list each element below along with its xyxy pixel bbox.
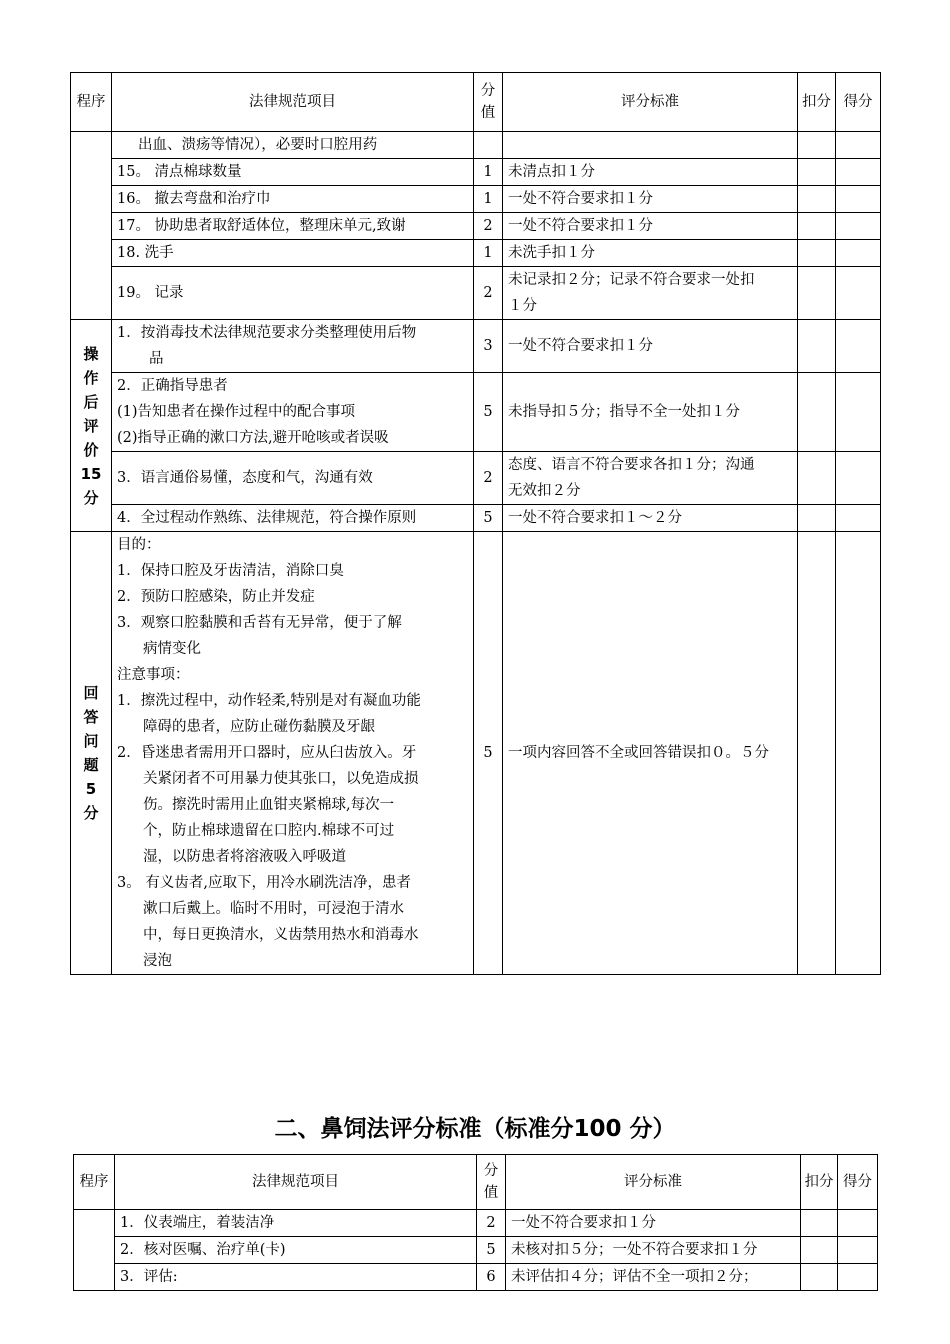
criteria-cell: 一处不符合要求扣１分 [506,1210,801,1237]
score-cell: 5 [474,532,503,975]
deduct-cell[interactable] [801,1210,838,1237]
answer-content-cell: 目的： 1．保持口腔及牙齿清洁，消除口臭 2．预防口腔感染，防止并发症 3．观察口腔黏膜和舌苔有无异常，便于了解 病情变化 注意事项： 1．擦洗过程中，动作轻柔,特别是对有凝血功能 障碍的患者，应防止碰伤黏膜及牙龈 2．昏迷患者需用开口器时，应从臼齿放入。牙 关紧闭者不可用暴力使其张口，以免造成损 伤。擦洗时需用止血钳夹紧棉球,每次一 个，防止棉球遗留在口腔内.棉球不可过 湿，以防患者将溶液吸入呼吸道 3。 有义齿者,应取下，用冷水刷洗洁净，患者 漱口后戴上。临时不用时，可浸泡于清水 中，每日更换清水，义齿禁用热水和消毒水 浸泡 [112,532,474,975]
section-label-answer: 回 答 问 题 5 分 [71,532,112,975]
header-item: 法律规范项目 [112,73,474,132]
table-row [71,532,881,975]
header-score: 分值 [477,1155,506,1210]
deduct-cell[interactable] [798,505,836,532]
header-deduct: 扣分 [801,1155,838,1210]
got-cell[interactable] [836,505,881,532]
got-cell[interactable] [836,159,881,186]
score-cell: 2 [474,213,503,240]
header-step: 程序 [71,73,112,132]
criteria-cell: 一项内容回答不全或回答错误扣０。５分 [503,532,798,975]
section-label-post-eval: 操 作 后 评 价 15 分 [71,320,112,532]
got-cell[interactable] [836,452,881,505]
got-cell[interactable] [836,213,881,240]
header-criteria: 评分标准 [506,1155,801,1210]
deduct-cell[interactable] [798,532,836,975]
deduct-cell[interactable] [801,1237,838,1264]
got-cell[interactable] [836,373,881,452]
table-row [74,1210,878,1237]
header-item: 法律规范项目 [115,1155,477,1210]
item-cell: 1．仪表端庄，着装洁净 [115,1210,477,1237]
score-cell: 5 [474,373,503,452]
table-row [71,132,881,159]
score-cell: 2 [474,452,503,505]
criteria-cell: 一处不符合要求扣１分 [503,186,798,213]
table-row [71,320,881,373]
item-cell: 3．语言通俗易懂，态度和气，沟通有效 [112,452,474,505]
deduct-cell[interactable] [798,159,836,186]
got-cell[interactable] [838,1210,878,1237]
score-cell: 6 [477,1264,506,1291]
got-cell[interactable] [836,132,881,159]
item-cell: 出血、溃疡等情况），必要时口腔用药 [112,132,474,159]
header-criteria: 评分标准 [503,73,798,132]
section-cell-empty [74,1210,115,1291]
table-row [71,159,881,186]
item-cell: 18. 洗手 [112,240,474,267]
deduct-cell[interactable] [798,320,836,373]
criteria-cell: 未核对扣５分；一处不符合要求扣１分 [506,1237,801,1264]
table-row [71,213,881,240]
table-row [74,1264,878,1291]
deduct-cell[interactable] [801,1264,838,1291]
score-cell: 1 [474,240,503,267]
criteria-cell: 态度、语言不符合要求各扣１分；沟通 无效扣２分 [503,452,798,505]
table-row [71,240,881,267]
deduct-cell[interactable] [798,132,836,159]
table-row [71,267,881,320]
score-cell: 3 [474,320,503,373]
criteria-cell: 未评估扣４分；评估不全一项扣２分； [506,1264,801,1291]
item-cell: 2．正确指导患者 (1)告知患者在操作过程中的配合事项 (2)指导正确的漱口方法,避开呛咳或者误吸 [112,373,474,452]
deduct-cell[interactable] [798,213,836,240]
item-cell: 3．评估: [115,1264,477,1291]
criteria-cell: 一处不符合要求扣１分 [503,320,798,373]
item-cell: 1．按消毒技术法律规范要求分类整理使用后物 品 [112,320,474,373]
table-row [71,452,881,505]
table-row [71,373,881,452]
item-cell: 2．核对医嘱、治疗单(卡) [115,1237,477,1264]
criteria-cell: 一处不符合要求扣１分 [503,213,798,240]
header-step: 程序 [74,1155,115,1210]
scoring-table-oral-care [70,72,881,975]
item-cell: 16。 撤去弯盘和治疗巾 [112,186,474,213]
section-cell-empty [71,132,112,320]
criteria-cell: 一处不符合要求扣１～２分 [503,505,798,532]
header-score: 分值 [474,73,503,132]
deduct-cell[interactable] [798,267,836,320]
score-cell: 1 [474,159,503,186]
header-got: 得分 [836,73,881,132]
score-cell: 5 [474,505,503,532]
score-cell: 5 [477,1237,506,1264]
item-cell: 19。 记录 [112,267,474,320]
criteria-cell: 未指导扣５分；指导不全一处扣１分 [503,373,798,452]
got-cell[interactable] [836,320,881,373]
criteria-cell: 未记录扣２分；记录不符合要求一处扣 １分 [503,267,798,320]
item-cell: 4．全过程动作熟练、法律规范，符合操作原则 [112,505,474,532]
deduct-cell[interactable] [798,373,836,452]
deduct-cell[interactable] [798,240,836,267]
deduct-cell[interactable] [798,452,836,505]
header-deduct: 扣分 [798,73,836,132]
criteria-cell: 未清点扣１分 [503,159,798,186]
scoring-table-nasogastric [73,1154,878,1291]
item-cell: 17。 协助患者取舒适体位，整理床单元,致谢 [112,213,474,240]
got-cell[interactable] [836,186,881,213]
criteria-cell [503,132,798,159]
table-row [71,186,881,213]
score-cell [474,132,503,159]
item-cell: 15。 清点棉球数量 [112,159,474,186]
score-cell: 2 [474,267,503,320]
got-cell[interactable] [836,532,881,975]
table-row [74,1237,878,1264]
table-row [71,505,881,532]
got-cell[interactable] [836,240,881,267]
got-cell[interactable] [838,1264,878,1291]
header-got: 得分 [838,1155,878,1210]
criteria-cell: 未洗手扣１分 [503,240,798,267]
score-cell: 2 [477,1210,506,1237]
section-title-nasogastric: 二、鼻饲法评分标准（标准分100 分） [274,1116,676,1142]
deduct-cell[interactable] [798,186,836,213]
got-cell[interactable] [836,267,881,320]
score-cell: 1 [474,186,503,213]
got-cell[interactable] [838,1237,878,1264]
